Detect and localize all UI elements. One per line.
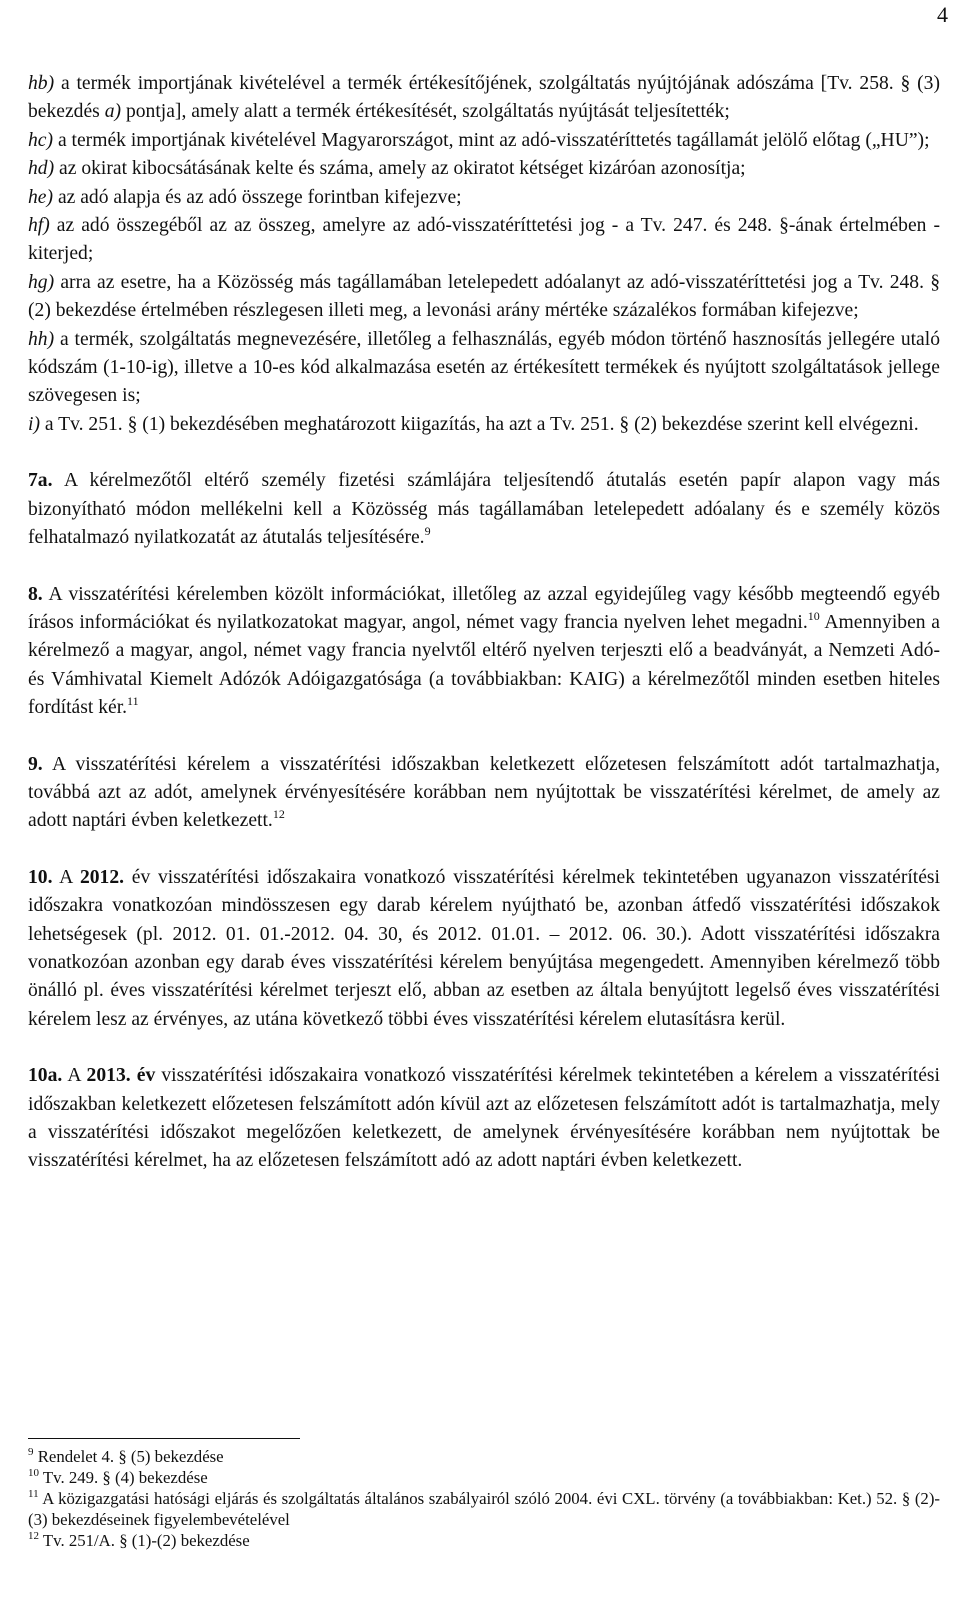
item-text: pontja], amely alatt a termék értékesítését, szolgáltatás nyújtását teljesítették;: [125, 101, 730, 123]
footnote-ref[interactable]: 10: [807, 608, 820, 623]
item-text: a Tv. 251. § (1) bekezdésében meghatározott kiigazítás, ha azt a Tv. 251. § (2) bekezdése szerint kell elvégezni.: [44, 413, 919, 435]
item-label: hh): [28, 328, 55, 350]
item-text: az adó alapja és az adó összege forintban kifejezve;: [57, 186, 462, 208]
item-text: az okirat kibocsátásának kelte és száma, amely az okiratot kétséget kizáróan azonosítja;: [59, 158, 746, 180]
section-text: A: [67, 1065, 81, 1087]
section-label: 8.: [28, 583, 43, 605]
item-label: hc): [28, 129, 54, 151]
section-label: 10a.: [28, 1065, 63, 1087]
item-label: i): [28, 413, 40, 435]
item-hc: [28, 127, 940, 155]
footnote-divider: [28, 1438, 300, 1439]
item-label: he): [28, 186, 54, 208]
footnote-ref[interactable]: 11: [127, 694, 139, 709]
footnote-9: [28, 1446, 940, 1467]
section-7a: [28, 467, 940, 552]
section-label: 9.: [28, 753, 43, 775]
footnote-text: Tv. 251/A. § (1)-(2) bekezdése: [42, 1531, 250, 1550]
item-hg: [28, 269, 940, 326]
section-text: év visszatérítési időszakaira vonatkozó visszatérítési kérelmek tekintetében ugyanazon visszatérítési időszakra vonatkozóan mindösszesen egy darab kérelem nyújtható be, azonban átfedő visszatérítési időszakok lehetségesek (pl. 2012. 01. 01.-2012. 04. 30, és 2012. 01.01. – 2012. 06. 30.). Adott visszatérítési időszakra vonatkozóan azonban egy darab éves visszatérítési kérelem benyújtása megengedett. Amennyiben kérelmező több önálló pl. éves visszatérítési kérelmet terjeszt elő, abban az esetben az általa benyújtott legelső éves visszatérítési kérelem lesz az érvényes, az utána következő többi éves visszatérítési kérelem elutasításra kerül.: [28, 866, 940, 1030]
section-text: A visszatérítési kérelem a visszatérítési időszakban keletkezett előzetesen felszámított adót tartalmazhatja, továbbá azt az adót, amelynek érvényesítésére korábban nem nyújtottak be visszatérítési kérelmet, de amely az adott naptári évben keletkezett.: [28, 753, 940, 832]
item-label: hd): [28, 158, 55, 180]
section-text: A visszatérítési kérelemben közölt információkat, illetőleg az azzal egyidejűleg vagy később megteendő egyéb írásos információkat és nyilatkozatokat magyar, angol, német vagy francia nyelven lehet megadni.: [28, 583, 940, 633]
item-label: hg): [28, 271, 55, 293]
footnote-number: 12: [28, 1530, 39, 1542]
item-text: az adó összegéből az az összeg, amelyre az adó-visszatéríttetési jog - a Tv. 247. és 248. §-ának értelmében - kiterjed;: [28, 215, 940, 265]
footnote-number: 9: [28, 1446, 34, 1458]
section-year: 2013. év: [86, 1065, 156, 1087]
footnote-text: Rendelet 4. § (5) bekezdése: [37, 1447, 224, 1466]
footnote-number: 11: [28, 1488, 39, 1500]
section-text: visszatérítési időszakaira vonatkozó visszatérítési kérelmek tekintetében a kérelem a visszatérítési időszakban keletkezett előzetesen felszámított adón kívül azt az előzetesen felszámított adót is tartalmazhatja, mely a visszatérítési időszakot megelőzően keletkezett, de amelynek érvényesítésére korábban nem nyújtottak be visszatérítési kérelmet, ha az előzetesen felszámított adó az adott naptári évben keletkezett.: [28, 1065, 940, 1172]
item-text: a termék importjának kivételével Magyarországot, mint az adó-visszatéríttetés tagállamát jelölő előtag („HU”);: [57, 129, 930, 151]
section-10: [28, 864, 940, 1034]
item-label: hb): [28, 73, 55, 94]
footnote-number: 10: [28, 1467, 39, 1479]
section-year: 2012.: [79, 866, 125, 888]
item-ref: a): [104, 101, 122, 123]
item-label: hf): [28, 215, 50, 237]
item-text: arra az esetre, ha a Közösség más tagállamában letelepedett adóalanyt az adó-visszatéríttetési jog a Tv. 248. § (2) bekezdése értelmében részlegesen illeti meg, a levonási arány mértéke százalékos formában kifejezve;: [28, 271, 940, 322]
page-number: 4: [937, 2, 948, 27]
item-hd: [28, 155, 940, 183]
item-i: [28, 411, 940, 439]
section-text: Amennyiben a kérelmező a magyar, angol, német vagy francia nyelvtől eltérő nyelven terjeszti elő a beadványát, a Nemzeti Adó- és Vámhivatal Kiemelt Adózók Adóigazgatósága (a továbbiakban: KAIG) a kérelmezőtől minden esetben hiteles fordítást kér.: [28, 611, 940, 719]
section-text: A kérelmezőtől eltérő személy fizetési számlájára teljesítendő átutalás esetén papír alapon vagy más bizonyítható módon mellékelni kell a Közösség más tagállamában letelepedett adóalany és e személy közös felhatalmazó nyilatkozatát az átutalás teljesítésére.: [28, 470, 940, 549]
section-label: 7a.: [28, 470, 53, 492]
footnote-text: A közigazgatási hatósági eljárás és szolgáltatás általános szabályairól szóló 2004. évi CXL. törvény (a továbbiakban: Ket.) 52. § (2)-(3) bekezdéseinek figyelembevételével: [28, 1489, 940, 1529]
item-he: [28, 184, 940, 212]
footnote-text: Tv. 249. § (4) bekezdése: [42, 1468, 208, 1487]
item-text: a termék importjának kivételével a termék értékesítőjének, szolgáltatás nyújtójának adószáma [Tv. 258. § (3) bekezdés: [28, 73, 940, 123]
footnote-ref[interactable]: 12: [272, 807, 285, 822]
main-text: [28, 70, 940, 1176]
footnotes: [28, 1446, 940, 1551]
section-text: A: [59, 866, 73, 888]
item-hh: [28, 326, 940, 411]
item-hf: [28, 212, 940, 269]
section-label: 10.: [28, 866, 53, 888]
section-10a: [28, 1062, 940, 1176]
section-9: [28, 751, 940, 836]
section-8: [28, 581, 940, 723]
item-hb: [28, 70, 940, 127]
footnote-11: [28, 1488, 940, 1530]
footnote-ref[interactable]: 9: [424, 524, 431, 539]
item-text: a termék, szolgáltatás megnevezésére, illetőleg a felhasználás, egyéb módon történő hasznosítás jellegére utaló kódszám (1-10-ig), illetve a 10-es kód alkalmazása esetén az értékesített termékek és nyújtott szolgáltatások jellege szövegesen is;: [28, 328, 940, 407]
footnote-12: [28, 1530, 940, 1551]
footnote-10: [28, 1467, 940, 1488]
